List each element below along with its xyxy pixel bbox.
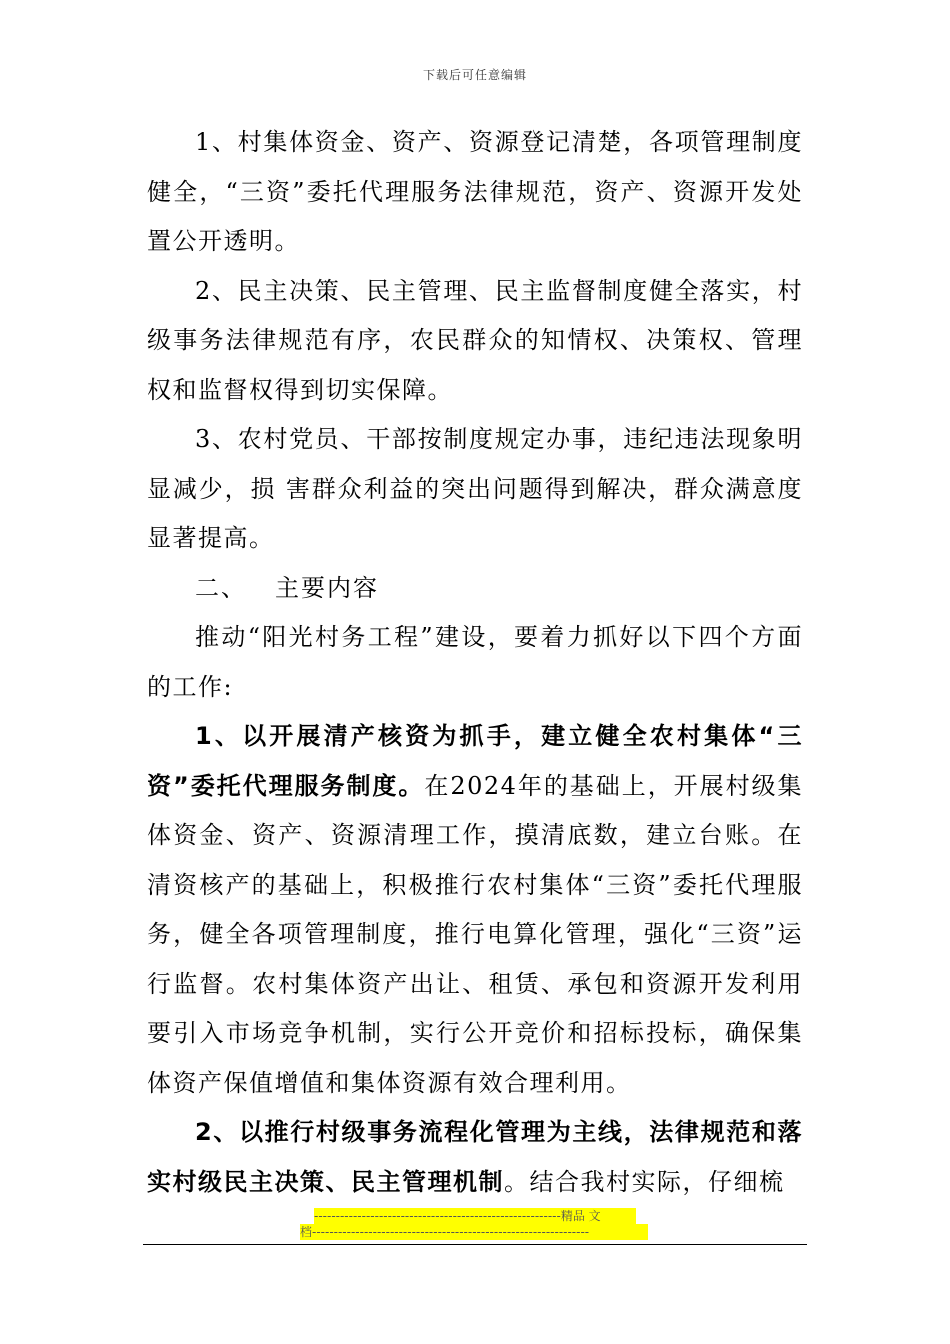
footer-divider	[143, 1244, 807, 1245]
section-heading	[147, 564, 803, 614]
item-1-lead: 1、以开展清产核资为抓手，建立健全农村集体“三资”委托代理服务制度。	[147, 722, 803, 800]
footer-line-2: 档----------------------------------------------------------------	[300, 1224, 648, 1240]
paragraph-2: 2、民主决策、民主管理、民主监督制度健全落实，村级事务法律规范有序，农民群众的知情权、决策权、管理权和监督权得到切实保障。	[147, 276, 803, 404]
section-number: 二、	[195, 573, 247, 602]
section-title: 主要内容	[275, 573, 379, 602]
item-1-body: 在2024年的基础上，开展村级集体资金、资产、资源清理工作，摸清底数，建立台账。在清资核产的基础上，积极推行农村集体“三资”委托代理服务，健全各项管理制度，推行电算化管理，强化“三资”运行监督。农村集体资产出让、租赁、承包和资源开发利用要引入市场竞争机制，实行公开竞价和招标投标，确保集体资产保值增值和集体资源有效合理利用。	[147, 771, 804, 1097]
item-2-lead: 2、以推行村级事务流程化管理为主线，法律规范和落实村级民主决策、民主管理机制	[147, 1118, 803, 1196]
item-1	[147, 712, 803, 1108]
page-footer	[300, 1208, 650, 1240]
item-2	[147, 1108, 803, 1207]
footer-line-1: ---------------------------------------------------------精品 文	[314, 1208, 636, 1224]
page-header: 下载后可任意编辑	[422, 68, 527, 82]
paragraph-3: 3、农村党员、干部按制度规定办事，违纪违法现象明显减少，损 害群众利益的突出问题得到解决，群众满意度显著提高。	[147, 425, 803, 552]
item-2-body: 。结合我村实际，仔细梳	[504, 1167, 785, 1196]
intro-paragraph: 推动“阳光村务工程”建设，要着力抓好以下四个方面的工作:	[147, 623, 803, 701]
paragraph-1: 1、村集体资金、资产、资源登记清楚，各项管理制度健全，“三资”委托代理服务法律规范，资产、资源开发处置公开透明。	[147, 128, 803, 255]
document-body	[147, 118, 803, 1207]
